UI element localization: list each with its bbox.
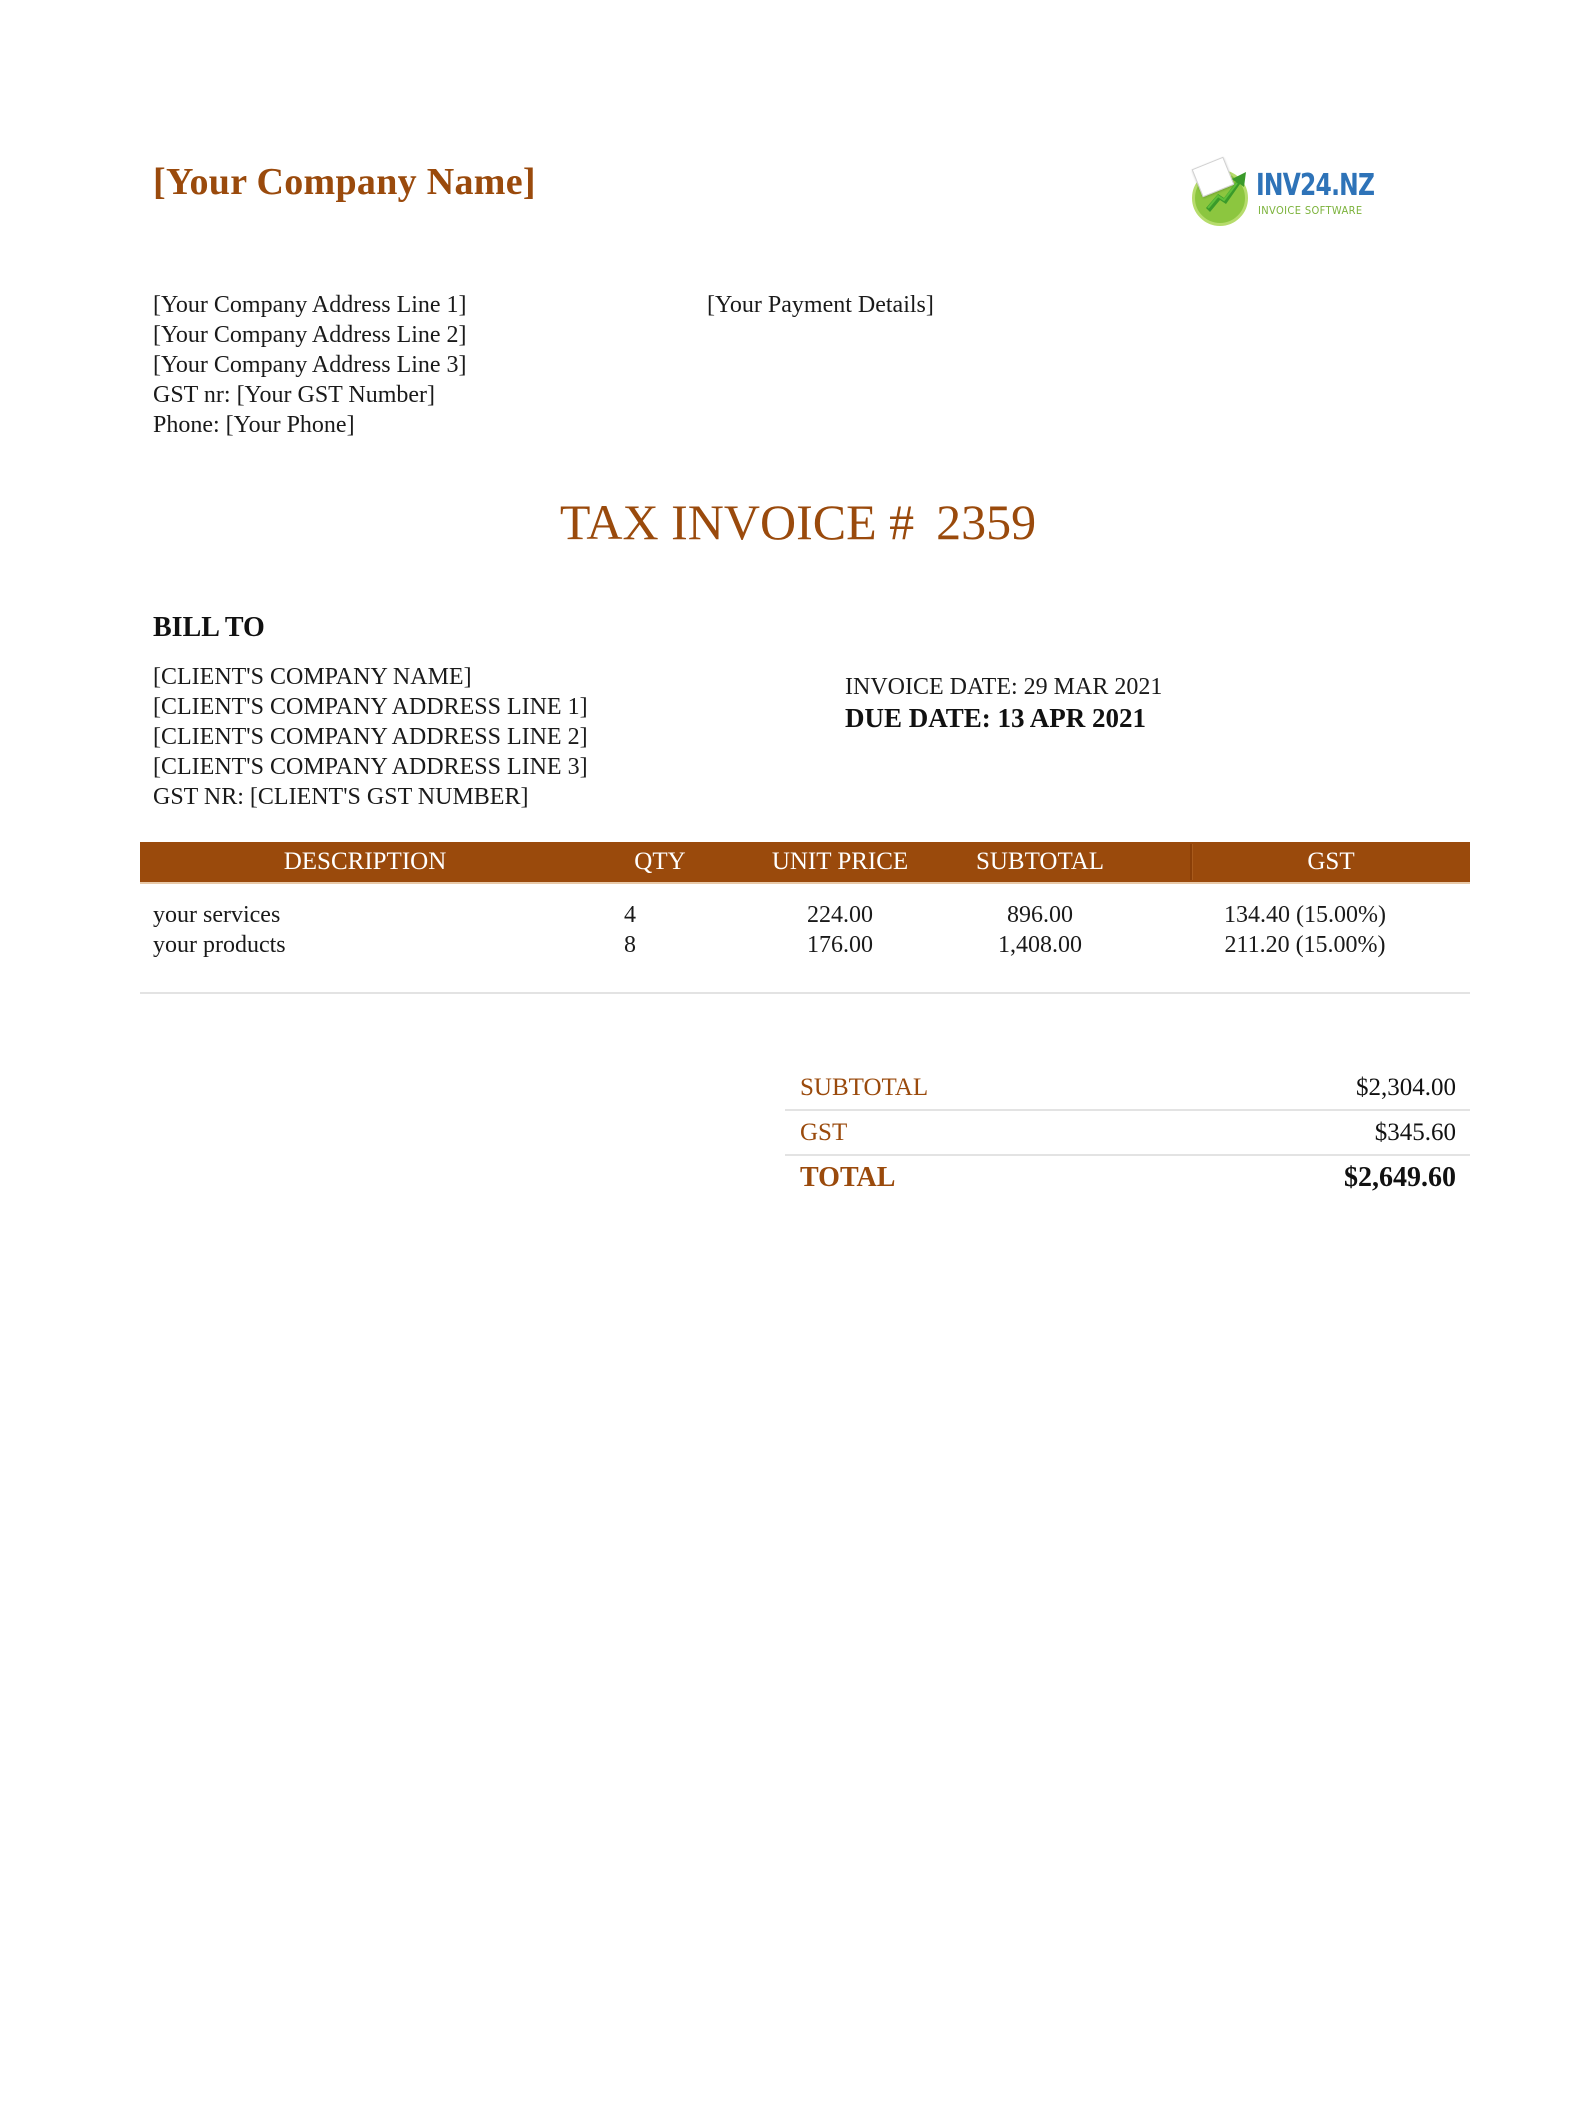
- client-address-line: [CLIENT'S COMPANY ADDRESS LINE 3]: [153, 754, 588, 780]
- column-header-gst: GST: [1307, 848, 1355, 875]
- cell-unit-price: 176.00: [807, 932, 873, 958]
- company-address-line: [Your Company Address Line 3]: [153, 352, 467, 378]
- totals-row-subtotal: [785, 1066, 1470, 1111]
- logo-subtitle: INVOICE SOFTWARE: [1258, 204, 1363, 217]
- cell-qty: 4: [624, 902, 636, 928]
- growth-arrow-icon: [1202, 166, 1256, 214]
- client-address-line: [CLIENT'S COMPANY ADDRESS LINE 2]: [153, 724, 588, 750]
- company-address-line: [Your Company Address Line 2]: [153, 322, 467, 348]
- totals-row-gst: [785, 1111, 1470, 1156]
- invoice-date: INVOICE DATE: 29 MAR 2021: [845, 674, 1163, 700]
- client-address-line: [CLIENT'S COMPANY ADDRESS LINE 1]: [153, 694, 588, 720]
- company-address-block: [153, 290, 467, 440]
- cell-gst: 211.20 (15.00%): [1224, 932, 1386, 958]
- totals-summary: [785, 1066, 1470, 1202]
- company-phone: Phone: [Your Phone]: [153, 412, 355, 438]
- subtotal-label: SUBTOTAL: [800, 1074, 929, 1101]
- company-name: [Your Company Name]: [153, 161, 536, 203]
- bill-to-heading: BILL TO: [153, 612, 265, 643]
- column-header-unit-price: UNIT PRICE: [771, 848, 909, 875]
- company-address-line: [Your Company Address Line 1]: [153, 292, 467, 318]
- inv24-logo: [1188, 158, 1378, 228]
- cell-qty: 8: [624, 932, 636, 958]
- client-address-block: [153, 662, 588, 812]
- logo-title: INV24.NZ: [1256, 168, 1375, 203]
- column-header-subtotal: SUBTOTAL: [975, 848, 1105, 875]
- gst-value: $345.60: [1374, 1119, 1456, 1146]
- subtotal-value: $2,304.00: [1356, 1074, 1456, 1101]
- client-gst-number: GST NR: [CLIENT'S GST NUMBER]: [153, 784, 529, 810]
- table-row: [140, 930, 1470, 960]
- invoice-dates: [845, 672, 1162, 734]
- cell-subtotal: 896.00: [1007, 902, 1073, 928]
- line-items-table: [140, 842, 1470, 994]
- invoice-title: [0, 493, 1596, 551]
- gst-label: GST: [800, 1119, 848, 1146]
- cell-description: your services: [153, 902, 281, 928]
- invoice-title-prefix: TAX INVOICE #: [559, 494, 915, 550]
- cell-gst: 134.40 (15.00%): [1224, 902, 1386, 928]
- company-gst-number: GST nr: [Your GST Number]: [153, 382, 436, 408]
- cell-subtotal: 1,408.00: [998, 932, 1082, 958]
- table-row: [140, 900, 1470, 930]
- table-body: [140, 884, 1470, 994]
- payment-details: [Your Payment Details]: [707, 292, 934, 318]
- column-header-description: DESCRIPTION: [283, 848, 447, 875]
- cell-description: your products: [153, 932, 286, 958]
- due-date: DUE DATE: 13 APR 2021: [845, 703, 1147, 733]
- column-header-qty: QTY: [634, 848, 686, 875]
- table-header: [140, 842, 1470, 884]
- totals-row-total: [785, 1156, 1470, 1202]
- cell-unit-price: 224.00: [807, 902, 873, 928]
- invoice-number: 2359: [936, 494, 1037, 550]
- client-company-name: [CLIENT'S COMPANY NAME]: [153, 664, 472, 690]
- total-label: TOTAL: [800, 1162, 896, 1193]
- total-value: $2,649.60: [1344, 1162, 1456, 1193]
